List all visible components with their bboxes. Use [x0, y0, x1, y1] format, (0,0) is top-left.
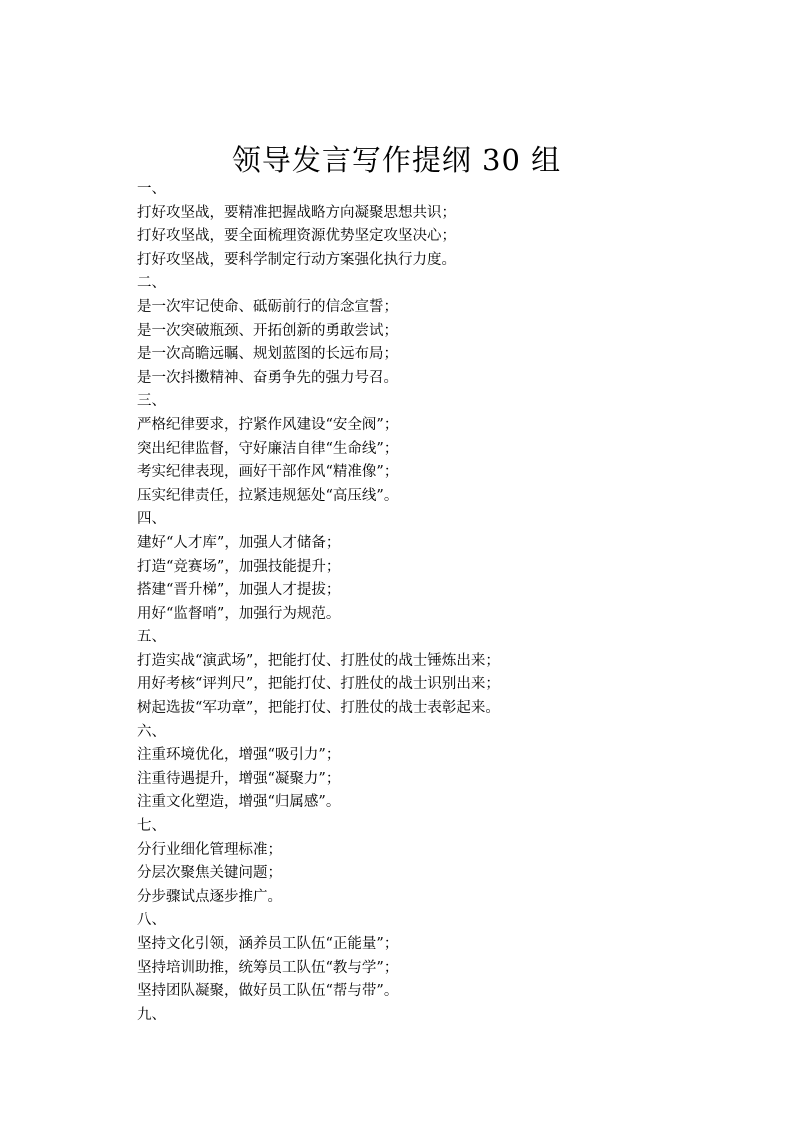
outline-line: 注重待遇提升，增强“凝聚力”； — [137, 770, 341, 787]
outline-line: 是一次抖擞精神、奋勇争先的强力号召。 — [137, 369, 398, 386]
section-number: 四、 — [137, 511, 166, 528]
outline-line: 突出纪律监督，守好廉洁自律“生命线”； — [137, 440, 399, 457]
section-number: 一、 — [137, 181, 166, 197]
section-number: 三、 — [137, 393, 166, 410]
outline-line: 严格纪律要求，拧紧作风建设“安全阀”； — [137, 416, 399, 433]
outline-line: 打好攻坚战，要全面梳理资源优势坚定攻坚决心； — [137, 228, 456, 245]
section-number: 九、 — [137, 1006, 166, 1023]
outline-line: 打好攻坚战，要精准把握战略方向凝聚思想共识； — [137, 204, 456, 221]
outline-line: 注重环境优化，增强“吸引力”； — [137, 747, 341, 764]
outline-line: 打好攻坚战，要科学制定行动方案强化执行力度。 — [137, 251, 456, 268]
outline-line: 用好考核“评判尺”，把能打仗、打胜仗的战士识别出来； — [137, 676, 500, 693]
outline-line: 是一次高瞻远瞩、规划蓝图的长远布局； — [137, 346, 398, 363]
outline-line: 考实纪律表现，画好干部作风“精准像”； — [137, 464, 399, 481]
outline-line: 坚持团队凝聚，做好员工队伍“帮与带”。 — [137, 983, 399, 1000]
outline-line: 打造“竞赛场”，加强技能提升； — [137, 558, 341, 575]
section-number: 八、 — [137, 912, 166, 929]
outline-line: 树起选拔“军功章”，把能打仗、打胜仗的战士表彰起来。 — [137, 700, 500, 717]
outline-line: 建好“人才库”，加强人才储备； — [137, 534, 341, 551]
section-number: 六、 — [137, 723, 166, 740]
outline-line: 用好“监督哨”，加强行为规范。 — [137, 605, 341, 622]
outline-line: 搭建“晋升梯”，加强人才提拔； — [137, 582, 341, 599]
outline-line: 坚持文化引领，涵养员工队伍“正能量”； — [137, 936, 399, 952]
outline-line: 打造实战“演武场”，把能打仗、打胜仗的战士锤炼出来； — [137, 652, 500, 669]
document-body — [137, 178, 737, 1027]
outline-line: 分行业细化管理标准； — [137, 841, 282, 858]
section-number: 二、 — [137, 275, 166, 292]
document-title: 领导发言写作提纲 30 组 — [231, 143, 562, 177]
outline-line: 是一次牢记使命、砥砺前行的信念宣誓； — [137, 298, 398, 315]
outline-line: 压实纪律责任，拉紧违规惩处“高压线”。 — [137, 487, 399, 504]
section-number: 五、 — [137, 629, 166, 646]
section-number: 七、 — [137, 818, 166, 835]
outline-line: 是一次突破瓶颈、开拓创新的勇敢尝试； — [137, 322, 398, 339]
outline-line: 注重文化塑造，增强“归属感”。 — [137, 794, 341, 811]
outline-line: 分步骤试点逐步推广。 — [137, 888, 282, 905]
outline-line: 分层次聚焦关键问题； — [137, 865, 282, 882]
outline-line: 坚持培训助推，统筹员工队伍“教与学”； — [137, 959, 399, 976]
